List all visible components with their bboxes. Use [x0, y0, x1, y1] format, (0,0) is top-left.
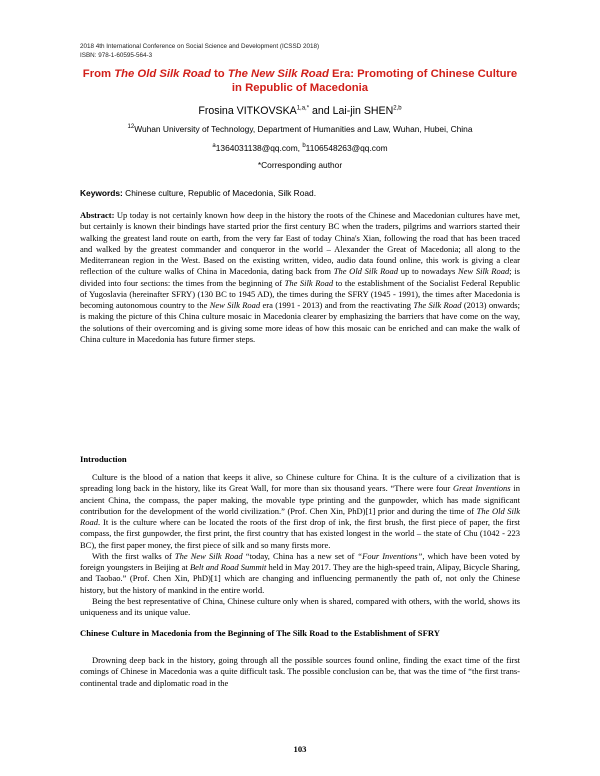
text-run: up to nowadays	[398, 266, 459, 277]
paragraph: Drowning deep back in the history, going through all the possible sources found online, finding the exact time of the first comings of Chinese in Macedonia was a quite difficult task. The possible conclusion can be, that was the time of “the first trans-continental trade and diplomatic road in the	[80, 655, 520, 688]
email-link[interactable]: 1364031138@qq.com,	[215, 143, 303, 153]
email-sup: b	[302, 143, 306, 150]
email-link[interactable]: 1106548263@qq.com	[305, 143, 388, 153]
title-old-silk-road: The Old Silk Road	[114, 68, 211, 80]
author-list	[60, 105, 540, 118]
paper-title	[78, 68, 522, 95]
keywords	[80, 188, 520, 199]
author-emails	[60, 143, 540, 154]
text-run: ; is divided into four sections: the times from the beginning of	[80, 266, 520, 288]
title-part: to	[210, 68, 228, 80]
affiliation	[60, 124, 540, 135]
abstract-paragraph	[80, 210, 520, 345]
text-run: With the first walks of	[92, 550, 175, 561]
conference-name: 2018 4th International Conference on Social Science and Development (ICSSD 2018)	[80, 43, 320, 50]
author-sup: 2,b	[393, 105, 402, 112]
title-part: Era: Promoting of Chinese Culture in Republic of Macedonia	[231, 68, 518, 94]
author-sup: 1,a,*	[296, 105, 310, 112]
affiliation-text: Wuhan University of Technology, Department of Humanities and Law, Wuhan, Hubei, China	[134, 124, 473, 134]
text-run: , which have been voted by foreign youngsters in Beijing at	[80, 550, 520, 572]
text-run: Culture is the blood of a nation that keeps it alive, so Chinese culture for China. It is the culture of a civilization that is spreading long back in the history, like its Great Wall, for more than six thousand years. “There were four	[80, 472, 520, 494]
italic-run: The Silk Road	[413, 300, 462, 310]
page-number: 103	[293, 744, 307, 754]
author-name: Frosina VITKOVSKA	[198, 105, 297, 117]
isbn: ISBN: 978-1-60595-564-3	[80, 52, 153, 59]
section-heading-chinese-culture: Chinese Culture in Macedonia from the Beginning of The Silk Road to the Establishment of SFRY	[80, 628, 440, 638]
text-run: Up today is not certainly known how deep in the history the roots of the Chinese and Macedonian cultures have met, but certainly is known their bindings have started prior the first century BC when the traders, pilgrims and warriors started their walking the greatest land route on earth, from the very far East of today China's Xian, following the road that has been traced and walked by the greatest commander and conqueror in the world – Alexander the Great of Macedonia; all along to the Mediterranean region in the West. Based on the existing written, video, audio data found online, this work is giving a clear reflection of the culture walks of China in Macedonia, dating back from	[80, 210, 520, 277]
keywords-text: Chinese culture, Republic of Macedonia, Silk Road.	[122, 188, 317, 198]
affiliation-sup: 12	[127, 124, 135, 131]
italic-run: “Four Inventions”	[357, 550, 423, 561]
text-run: in ancient China, the compass, the paper making, the movable type printing and the gunpowder, which has made significant contribution for the development of the world civilization.” (Prof. Chen Xin, PhD)[1] prior and during the time of	[80, 483, 520, 516]
italic-run: New Silk Road	[209, 300, 261, 310]
email-sup: a	[212, 143, 216, 150]
italic-run: The Old Silk Road	[80, 505, 520, 527]
section2-body	[80, 655, 520, 689]
section-heading-introduction: Introduction	[80, 454, 127, 464]
abstract	[80, 210, 520, 345]
text-run: (2013) onwards; is making the picture of this China culture mosaic in Macedonia clearer by emphasizing the barriers that have come on the way, the solutions of their overcoming and is giving some more ideas of how this mosaic can be enriched and can make the walk of China culture in Macedonia has future firmer steps.	[80, 300, 520, 344]
italic-run: New Silk Road	[458, 266, 510, 277]
italic-run: Belt and Road Summit	[189, 562, 267, 572]
title-new-silk-road: The New Silk Road	[227, 68, 329, 80]
italic-run: The Old Silk Road	[333, 266, 399, 277]
text-run: to the establishment of the Socialist Federal Republic of Yugoslavia (hereinafter SFRY) (130 BC to 1945 AD), the times during the SFRY (1945 - 1991), the times after Macedonia is becoming autonomous country to the	[80, 277, 520, 310]
text-run: “today, China has a new set of	[242, 550, 358, 561]
corresponding-author-note: *Corresponding author	[257, 160, 343, 170]
paragraph	[80, 551, 520, 596]
introduction-body	[80, 472, 520, 618]
paragraph	[80, 472, 520, 551]
conference-header	[80, 42, 319, 60]
author-name: Lai-jin SHEN	[332, 105, 394, 117]
text-run: held in May 2017. They are the high-speed train, Alipay, Bicycle Sharing, and Taobao.” (Prof. Chen Xin, PhD)[1] which are changing and influencing permanently the path of, not only the Chinese history, but the history of mankind in the entire world.	[80, 562, 520, 595]
keywords-label: Keywords:	[80, 188, 123, 198]
italic-run: The Silk Road	[284, 277, 334, 288]
title-part: From	[82, 68, 115, 80]
paragraph: Being the best representative of China, Chinese culture only when is shared, compared with others, with the world, shows its uniqueness and its unique value.	[80, 595, 520, 617]
abstract-label: Abstract:	[80, 210, 115, 220]
text-run: . It is the culture where can be located the roots of the first drop of ink, the first brush, the first piece of paper, the first compass, the first gunpowder, the first print, the first country that has existed longest in the world – the state of Chu (1042 - 223 BC), the first paper money, the first piece of silk and so many firsts more.	[80, 517, 520, 550]
author-separator: and	[309, 105, 333, 117]
text-run: era (1991 - 2013) and from the reactivating	[260, 300, 414, 310]
italic-run: The New Silk Road	[174, 550, 243, 561]
italic-run: Great Inventions	[452, 483, 511, 494]
